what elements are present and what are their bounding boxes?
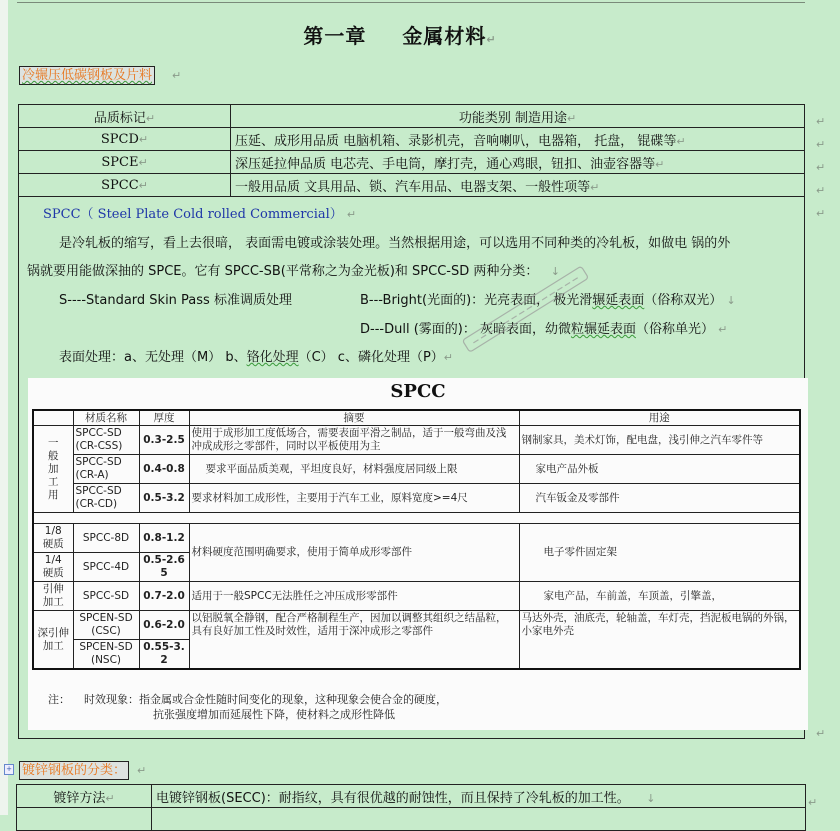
spcc-paragraph-line-2: 锅就要用能做深抽的 SPCE。它有 SPCC-SB(平常称之为金光板)和 SPCC-SD 两种分类： ↓ (27, 264, 560, 279)
row-end-mark-icon: ↵ (816, 161, 826, 174)
spcc-image-title: SPCC (390, 381, 446, 402)
note-label: 注： (48, 693, 70, 706)
section-heading-cold-rolled[interactable] (19, 66, 155, 85)
note-line-1: 时效现象：指金属或合金性随时间变化的现象，这种现象会使合金的硬度， (84, 693, 447, 706)
header-category (33, 410, 73, 426)
usage-cell[interactable]: 深压延拉伸品质 电芯壳、手电筒，摩打壳，通心鸡眼，钮扣、油壶容器等↵ (231, 151, 805, 174)
material-cell: SPCC-SD (CR-CD) (73, 484, 139, 513)
usage-cell[interactable]: 一般用品质 文具用品、锁、汽车用品、电器支架、一般性项等↵ (231, 174, 805, 197)
row-end-mark-icon: ↵ (816, 138, 826, 151)
category-general: 一 般 加 工 用 (33, 426, 73, 513)
surface-treatment-line: 表面处理：a、无处理（M） b、铬化处理（C） c、磷化处理（P）↵ (59, 350, 454, 365)
category-cell: 1/8 硬质 (33, 524, 73, 553)
galvanizing-table (16, 784, 806, 831)
method-cell[interactable] (17, 808, 152, 831)
note-line-2: 抗张强度增加而延展性下降，使材料之成形性降低 (153, 708, 395, 721)
summary-cell: 使用于成形加工度低场合，需要表面平滑之制品，适于一般弯曲及浅冲成成形之零部件，同时以平板使用为主 (189, 426, 519, 455)
row-end-mark-icon: ↵ (808, 796, 818, 809)
paragraph-mark-icon: ↵ (137, 764, 147, 777)
chapter-number: 第一章 (303, 24, 367, 48)
thickness-cell: 0.5-3.2 (139, 484, 189, 513)
category-cell: 1/4 硬质 (33, 553, 73, 582)
description-cell[interactable]: 电镀锌钢板(SECC)：耐指纹，具有很优越的耐蚀性，而且保持了冷轧板的加工性。 ↓ (152, 785, 806, 808)
dull-finish-line: D---Dull (雾面的)： 灰暗表面，幼微粒辗延表面（俗称单光） ↵ (360, 322, 728, 337)
summary-cell: 要求平面品质美观，平坦度良好，材料强度居同级上限 (189, 455, 519, 484)
material-cell: SPCC-SD (CR-CSS) (73, 426, 139, 455)
summary-cell: 材料硬度范围明确要求，使用于简单成形零部件 (189, 524, 519, 582)
chapter-name: 金属材料 (402, 24, 487, 48)
material-cell: SPCC-SD (CR-A) (73, 455, 139, 484)
category-cell: 深引伸 加工 (33, 611, 73, 670)
table-row (33, 611, 800, 640)
material-cell: SPCC-4D (73, 553, 139, 582)
spcc-definition-line: SPCC（ Steel Plate Cold rolled Commercial） ↵ (43, 207, 357, 222)
header-thickness: 厚度 (139, 410, 189, 426)
grade-cell[interactable]: SPCE↵ (19, 151, 231, 174)
grade-cell[interactable]: SPCD↵ (19, 128, 231, 151)
table-spacer-row (33, 513, 800, 524)
table-row (33, 484, 800, 513)
table-row (33, 524, 800, 553)
table-row (19, 151, 805, 174)
spcc-spec-table (32, 409, 801, 670)
table-row (17, 785, 806, 808)
method-cell[interactable]: 镀锌方法↵ (17, 785, 152, 808)
table-row (33, 426, 800, 455)
table-row (33, 455, 800, 484)
description-cell[interactable] (152, 808, 806, 831)
summary-cell: 适用于一般SPCC无法胜任之冲压成形零部件 (189, 582, 519, 611)
material-cell: SPCEN-SD (NSC) (73, 640, 139, 670)
header-use: 用途 (519, 410, 800, 426)
section-heading-galvanized[interactable] (19, 761, 129, 780)
table-row (19, 174, 805, 197)
use-cell: 钢制家具，美术灯饰，配电盘，浅引伸之汽车零件等 (519, 426, 800, 455)
use-cell: 马达外壳，油底壳，轮轴盖，车灯壳，挡泥板电锅的外锅，小家电外壳 (519, 611, 800, 670)
bright-finish-line: B---Bright(光面的)：光亮表面， 极光滑辗延表面（俗称双光） ↓ (360, 293, 736, 308)
grade-cell[interactable]: SPCC↵ (19, 174, 231, 197)
table-header-row (19, 105, 805, 128)
table-row (19, 128, 805, 151)
paragraph-mark-icon: ↵ (172, 69, 182, 82)
header-material: 材质名称 (73, 410, 139, 426)
row-end-mark-icon: ↵ (816, 727, 826, 740)
spcc-paragraph-line-1: 是冷轧板的缩写，看上去很暗， 表面需电镀或涂装处理。当然根据用途，可以选用不同种类的冷轧板，如做电 锅的外 (59, 236, 731, 251)
use-cell: 家电产品，车前盖，车顶盖，引擎盖， (519, 582, 800, 611)
row-end-mark-icon: ↵ (816, 115, 826, 128)
skin-pass-line: S----Standard Skin Pass 标准调质处理 (59, 293, 292, 308)
spcc-table-header (33, 410, 800, 426)
left-margin-strip (0, 0, 8, 815)
thickness-cell: 0.6-2.0 (139, 611, 189, 640)
summary-cell: 以铝脱氧全静钢，配合严格制程生产，因加以调整其组织之结晶粒，具有良好加工性及时效性，适用于深冲成形之零部件 (189, 611, 519, 670)
category-cell: 引伸 加工 (33, 582, 73, 611)
thickness-cell: 0.55-3.2 (139, 640, 189, 670)
row-end-mark-icon: ↵ (816, 184, 826, 197)
header-cell-grade[interactable]: 品质标记↵ (19, 105, 231, 128)
thickness-cell: 0.4-0.8 (139, 455, 189, 484)
thickness-cell: 0.7-2.0 (139, 582, 189, 611)
row-end-mark-icon: ↵ (816, 207, 826, 220)
spcc-spec-image (28, 378, 808, 730)
header-cell-usage[interactable]: 功能类别 制造用途↵ (231, 105, 805, 128)
material-cell: SPCEN-SD (CSC) (73, 611, 139, 640)
quality-grade-table (18, 104, 805, 197)
chapter-title (0, 20, 800, 49)
table-row (33, 582, 800, 611)
paragraph-mark-icon: ↵ (486, 33, 497, 46)
section-heading-text: 镀锌钢板的分类： (22, 763, 127, 778)
table-row (17, 808, 806, 831)
thickness-cell: 0.3-2.5 (139, 426, 189, 455)
material-cell: SPCC-SD (73, 582, 139, 611)
aging-note (48, 692, 447, 722)
table-move-handle-icon[interactable]: + (4, 764, 14, 775)
thickness-cell: 0.5-2.65 (139, 553, 189, 582)
header-summary: 摘要 (189, 410, 519, 426)
material-cell: SPCC-8D (73, 524, 139, 553)
use-cell: 家电产品外板 (519, 455, 800, 484)
section-heading-text: 冷辗压低碳钢板及片料 (22, 68, 153, 83)
use-cell: 汽车钣金及零部件 (519, 484, 800, 513)
usage-cell[interactable]: 压延、成形用品质 电脑机箱、录影机壳，音响喇叭，电器箱， 托盘， 锟碟等↵ (231, 128, 805, 151)
header-rule (17, 2, 805, 3)
use-cell: 电子零件固定架 (519, 524, 800, 582)
summary-cell: 要求材料加工成形性，主要用于汽车工业，原料宽度>=4尺 (189, 484, 519, 513)
thickness-cell: 0.8-1.2 (139, 524, 189, 553)
